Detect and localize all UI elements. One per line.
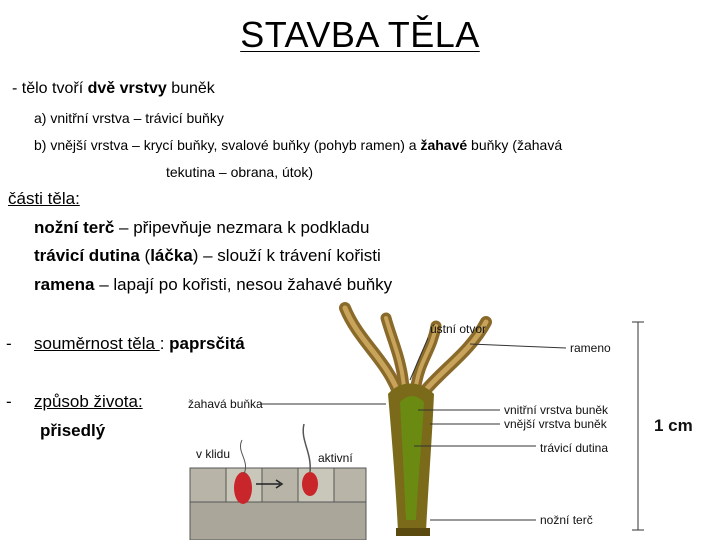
parts-heading: části těla: bbox=[8, 189, 80, 208]
label-stinging-cell: žahavá buňka bbox=[188, 397, 263, 411]
outer-layer-line: b) vnější vrstva – krycí buňky, svalové buňky (pohyb ramen) a žahavé buňky (žahavá bbox=[34, 137, 563, 153]
outer-layer-line-cont: tekutina – obrana, útok) bbox=[166, 164, 314, 180]
label-outer-layer: vnější vrstva buněk bbox=[504, 417, 607, 431]
hydra-arms bbox=[345, 308, 486, 392]
bullet-dash: - bbox=[6, 334, 12, 353]
part-foot: nožní terč – připevňuje nezmara k podkladu bbox=[34, 218, 370, 237]
label-mouth: ústní otvor bbox=[430, 322, 487, 336]
label-active: aktivní bbox=[318, 451, 353, 465]
lifestyle-value: přisedlý bbox=[40, 421, 106, 440]
layers-line: - tělo tvoří dvě vrstvy buněk bbox=[12, 80, 215, 97]
bullet-dash: - bbox=[6, 392, 12, 411]
part-cavity: trávicí dutina (láčka) – slouží k trávení kořisti bbox=[34, 246, 381, 265]
symmetry-line: souměrnost těla : paprsčitá bbox=[34, 334, 245, 353]
label-foot: nožní terč bbox=[540, 513, 593, 527]
label-inner-layer: vnitřní vrstva buněk bbox=[504, 403, 609, 417]
page-title: STAVBA TĚLA bbox=[240, 14, 480, 55]
label-at-rest: v klidu bbox=[196, 447, 231, 461]
part-arms: ramena – lapají po kořisti, nesou žahavé buňky bbox=[34, 275, 393, 294]
inner-layer-line: a) vnitřní vrstva – trávicí buňky bbox=[34, 110, 224, 126]
label-cavity: trávicí dutina bbox=[540, 441, 609, 455]
scale-bar bbox=[632, 322, 644, 530]
stinging-cell-rest bbox=[234, 472, 252, 504]
lifestyle-label: způsob života: bbox=[34, 392, 143, 411]
label-scale: 1 cm bbox=[654, 416, 693, 435]
stinging-cell-active bbox=[302, 472, 318, 496]
foot-disc bbox=[396, 528, 430, 536]
label-arm: rameno bbox=[570, 341, 611, 355]
stinging-cells-panel bbox=[190, 424, 366, 540]
